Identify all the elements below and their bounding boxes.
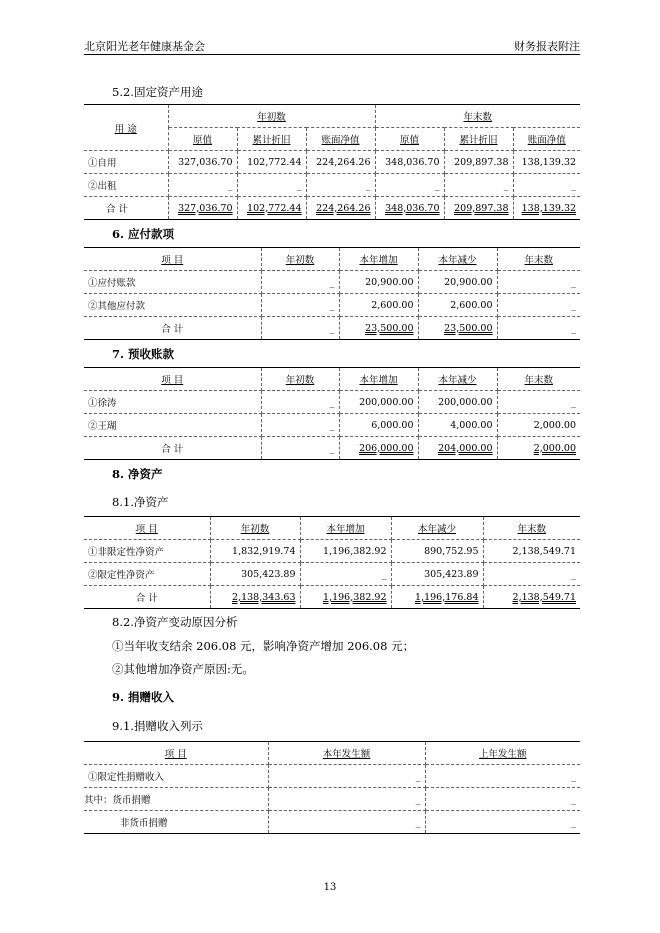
cell: 2,000.00: [497, 414, 580, 437]
row-label: 非货币捐赠: [84, 811, 268, 834]
total-label: 合 计: [84, 197, 168, 220]
cell: 2,138,549.71: [483, 586, 580, 609]
cell: 138,139.32: [513, 197, 580, 220]
cell: 206,000.00: [339, 437, 418, 460]
cell: _: [261, 271, 339, 294]
cell: _: [444, 174, 513, 197]
section-9-1-title: 9.1.捐赠收入列示: [112, 719, 203, 733]
col-header: 本年增加: [339, 368, 418, 391]
cell: 2,600.00: [339, 294, 418, 317]
total-row: [84, 197, 580, 220]
cell: 890,752.95: [391, 540, 483, 563]
analysis-paragraph-1: ①当年收支结余 206.08 元，影响净资产增加 206.08 元；: [112, 639, 415, 653]
cell: 348,036.70: [375, 197, 444, 220]
col-header: 项 目: [84, 742, 268, 765]
cell: 1,196,176.84: [391, 586, 483, 609]
cell: 1,196,382.92: [300, 540, 391, 563]
table-row: [84, 294, 580, 317]
col-header: 年末数: [483, 517, 580, 540]
cell: 327,036.70: [168, 151, 237, 174]
table-row: [84, 811, 580, 834]
col-header: 年初数: [210, 517, 300, 540]
cell: 20,900.00: [339, 271, 418, 294]
section-7-title: 7. 预收账款: [112, 347, 175, 361]
cell: 102,772.44: [237, 151, 306, 174]
fixed-assets-table: [84, 104, 580, 220]
header-org-name: 北京阳光老年健康基金会: [84, 40, 205, 53]
row-label: ②其他应付款: [84, 294, 261, 317]
cell: 1,832,919.74: [210, 540, 300, 563]
header-rule: [84, 54, 580, 55]
cell: 2,138,343.63: [210, 586, 300, 609]
header-end: 年末数: [375, 105, 580, 128]
row-label: ①徐涛: [84, 391, 261, 414]
cell: _: [375, 174, 444, 197]
donation-income-table: [84, 741, 580, 834]
cell: 2,000.00: [497, 437, 580, 460]
cell: _: [306, 174, 375, 197]
cell: _: [300, 563, 391, 586]
col-header: 本年减少: [418, 368, 497, 391]
subheader: 累计折旧: [444, 128, 513, 151]
col-header: 项 目: [84, 517, 210, 540]
row-label: ①自用: [84, 151, 168, 174]
cell: _: [497, 391, 580, 414]
analysis-paragraph-2: ②其他增加净资产原因:无。: [112, 662, 254, 676]
table-row: [84, 540, 580, 563]
cell: 209,897.38: [444, 197, 513, 220]
cell: _: [261, 414, 339, 437]
section-6-title: 6. 应付款项: [112, 227, 175, 241]
cell: _: [261, 391, 339, 414]
cell: 305,423.89: [391, 563, 483, 586]
subheader: 账面净值: [513, 128, 580, 151]
cell: _: [425, 811, 580, 834]
cell: 200,000.00: [339, 391, 418, 414]
col-header: 本年增加: [300, 517, 391, 540]
col-header: 项 目: [84, 368, 261, 391]
section-9-title: 9. 捐赠收入: [112, 690, 175, 704]
col-header: 本年减少: [391, 517, 483, 540]
subheader: 原值: [375, 128, 444, 151]
row-label: ①应付账款: [84, 271, 261, 294]
col-header: 年初数: [261, 368, 339, 391]
table-row: [84, 271, 580, 294]
row-label: ②出租: [84, 174, 168, 197]
col-header: 本年减少: [418, 248, 497, 271]
net-assets-table: [84, 516, 580, 609]
subheader: 原值: [168, 128, 237, 151]
cell: _: [425, 788, 580, 811]
cell: 138,139.32: [513, 151, 580, 174]
row-label: ①非限定性净资产: [84, 540, 210, 563]
cell: 327,036.70: [168, 197, 237, 220]
cell: 200,000.00: [418, 391, 497, 414]
row-label: 其中：货币捐赠: [84, 788, 268, 811]
total-label: 合 计: [84, 437, 261, 460]
cell: _: [513, 174, 580, 197]
col-header: 年初数: [261, 248, 339, 271]
table-row: [84, 563, 580, 586]
cell: _: [497, 317, 580, 340]
cell: _: [483, 563, 580, 586]
subheader: 账面净值: [306, 128, 375, 151]
cell: 23,500.00: [418, 317, 497, 340]
header-use: 用 途: [84, 105, 168, 151]
cell: _: [268, 811, 425, 834]
subheader: 累计折旧: [237, 128, 306, 151]
page-number: 13: [323, 882, 337, 893]
header-doc-title: 财务报表附注: [514, 40, 580, 53]
cell: _: [261, 294, 339, 317]
cell: 20,900.00: [418, 271, 497, 294]
col-header: 年末数: [497, 368, 580, 391]
col-header: 本年增加: [339, 248, 418, 271]
cell: 2,138,549.71: [483, 540, 580, 563]
table-row: [84, 765, 580, 788]
cell: _: [168, 174, 237, 197]
cell: _: [425, 765, 580, 788]
table-row: [84, 151, 580, 174]
cell: 2,600.00: [418, 294, 497, 317]
total-row: [84, 586, 580, 609]
cell: _: [497, 271, 580, 294]
header-begin: 年初数: [168, 105, 375, 128]
cell: 224,264.26: [306, 151, 375, 174]
cell: 305,423.89: [210, 563, 300, 586]
col-header: 本年发生额: [268, 742, 425, 765]
cell: 209,897.38: [444, 151, 513, 174]
row-label: ②限定性净资产: [84, 563, 210, 586]
col-header: 年末数: [497, 248, 580, 271]
cell: 6,000.00: [339, 414, 418, 437]
table-row: [84, 788, 580, 811]
cell: 4,000.00: [418, 414, 497, 437]
row-label: ①限定性捐赠收入: [84, 765, 268, 788]
row-label: ②王瑚: [84, 414, 261, 437]
table-row: [84, 391, 580, 414]
cell: _: [261, 317, 339, 340]
cell: 102,772.44: [237, 197, 306, 220]
cell: 23,500.00: [339, 317, 418, 340]
cell: 348,036.70: [375, 151, 444, 174]
col-header: 项 目: [84, 248, 261, 271]
total-row: [84, 317, 580, 340]
table-row: [84, 174, 580, 197]
payables-table: [84, 247, 580, 340]
cell: 204,000.00: [418, 437, 497, 460]
total-label: 合 计: [84, 317, 261, 340]
section-8-1-title: 8.1.净资产: [112, 495, 169, 509]
total-label: 合 计: [84, 586, 210, 609]
cell: _: [268, 788, 425, 811]
cell: 1,196,382.92: [300, 586, 391, 609]
cell: _: [261, 437, 339, 460]
cell: _: [237, 174, 306, 197]
cell: _: [268, 765, 425, 788]
total-row: [84, 437, 580, 460]
section-8-2-title: 8.2.净资产变动原因分析: [112, 615, 238, 629]
cell: _: [497, 294, 580, 317]
cell: 224,264.26: [306, 197, 375, 220]
col-header: 上年发生额: [425, 742, 580, 765]
advances-table: [84, 367, 580, 460]
section-8-title: 8. 净资产: [112, 467, 163, 481]
section-5-2-title: 5.2.固定资产用途: [112, 85, 203, 99]
table-row: [84, 414, 580, 437]
